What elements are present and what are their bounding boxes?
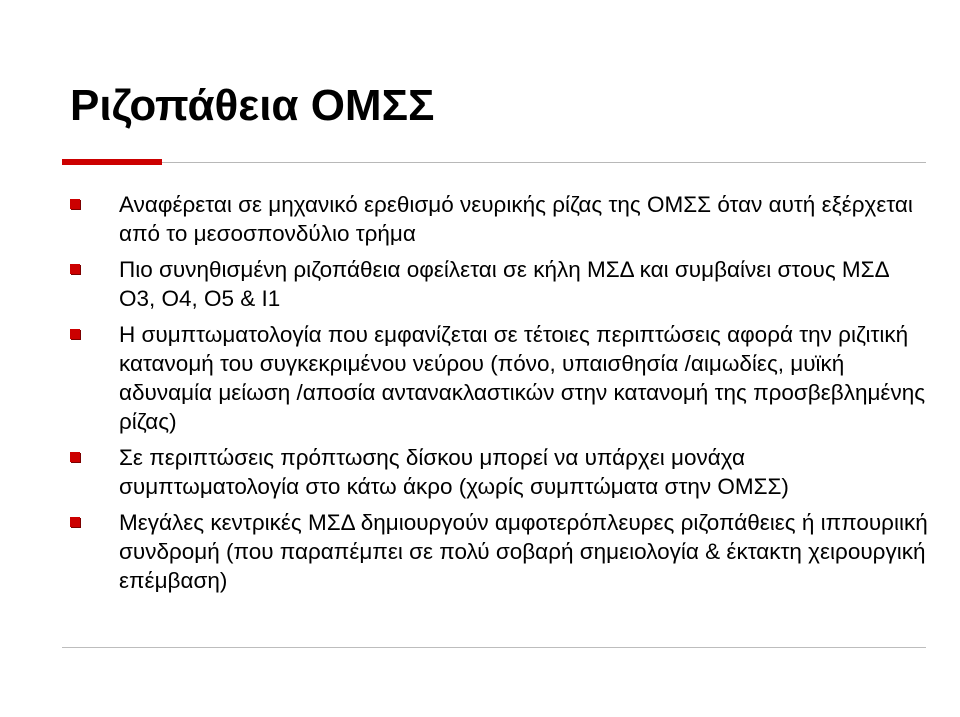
bullet-text: Μεγάλες κεντρικές ΜΣΔ δημιουργούν αμφοτερόπλευρες ριζοπάθειες ή ιππουριική συνδρομή (που παραπέμπει σε πολύ σοβαρή σημειολογία & έκτακτη χειρουργική επέμβαση) (119, 510, 928, 593)
square-bullet-icon (70, 264, 80, 274)
slide-title: Ριζοπάθεια ΟΜΣΣ (70, 81, 435, 130)
bullet-text: Η συμπτωματολογία που εμφανίζεται σε τέτοιες περιπτώσεις αφορά την ριζιτική κατανομή του συγκεκριμένου νεύρου (πόνο, υπαισθησία /αιμωδίες, μυϊκή αδυναμία μείωση /αποσία αντανακλαστικών στην κατανομή της προσβεβλημένης ρίζας) (119, 322, 926, 434)
bullet-text: Πιο συνηθισμένη ριζοπάθεια οφείλεται σε κήλη ΜΣΔ και συμβαίνει στους ΜΣΔ Ο3, Ο4, Ο5 & Ι1 (119, 257, 889, 311)
title-divider-accent (62, 159, 162, 165)
title-divider (62, 159, 926, 165)
square-bullet-icon (70, 329, 80, 339)
bullet-item (70, 508, 930, 595)
bullet-item (70, 320, 930, 436)
square-bullet-icon (70, 199, 80, 209)
bullet-text: Σε περιπτώσεις πρόπτωσης δίσκου μπορεί να υπάρχει μονάχα συμπτωματολογία στο κάτω άκρο (χωρίς συμπτώματα στην ΟΜΣΣ) (119, 445, 789, 499)
footer-divider (62, 647, 926, 648)
square-bullet-icon (70, 517, 80, 527)
title-divider-line (162, 162, 926, 163)
bullet-item (70, 443, 930, 501)
bullet-list (70, 190, 930, 602)
bullet-item (70, 190, 930, 248)
square-bullet-icon (70, 452, 80, 462)
bullet-item (70, 255, 930, 313)
bullet-text: Αναφέρεται σε μηχανικό ερεθισμό νευρικής ρίζας της ΟΜΣΣ όταν αυτή εξέρχεται από το μεσοσπονδύλιο τρήμα (119, 192, 913, 246)
